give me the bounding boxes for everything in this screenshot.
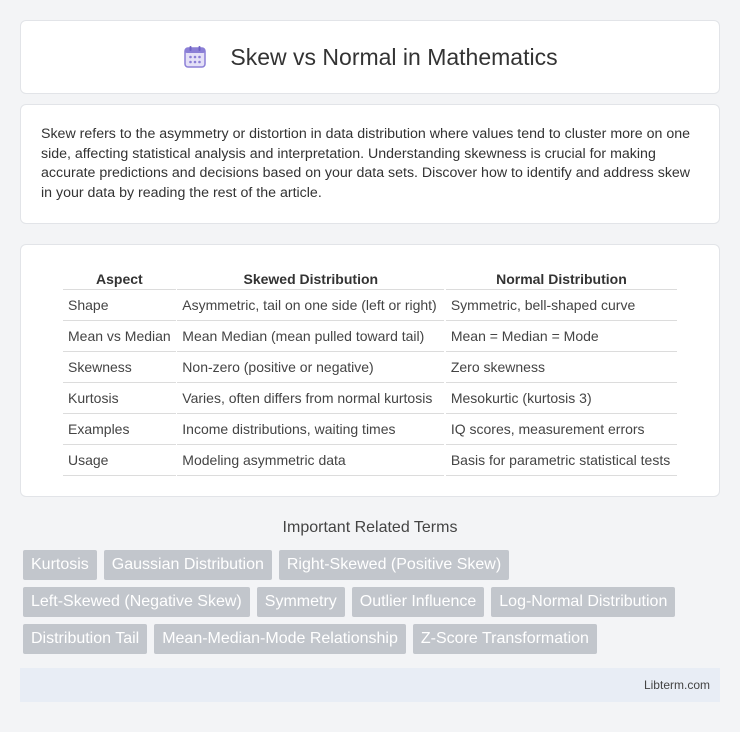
tag-outlier-influence[interactable]: Outlier Influence [352,587,485,617]
table-cell: Kurtosis [63,383,176,414]
tag-row [23,550,723,587]
header-card [20,20,720,94]
table-cell: Mean = Median = Mode [446,321,677,352]
tag-row [23,587,723,624]
comparison-table [63,265,677,476]
tag-left-skewed[interactable]: Left-Skewed (Negative Skew) [23,587,250,617]
table-header-row [63,265,677,290]
table-row [63,414,677,445]
table-cell: Skewness [63,352,176,383]
column-header-skewed: Skewed Distribution [177,265,444,290]
table-cell: Modeling asymmetric data [177,445,444,476]
table-cell: Shape [63,290,176,321]
table-cell: Varies, often differs from normal kurtosis [177,383,444,414]
table-cell: Income distributions, waiting times [177,414,444,445]
tag-mean-median-mode[interactable]: Mean-Median-Mode Relationship [154,624,406,654]
table-cell: Examples [63,414,176,445]
table-cell: Non-zero (positive or negative) [177,352,444,383]
column-header-aspect: Aspect [63,265,176,290]
table-cell: Mean Median (mean pulled toward tail) [177,321,444,352]
tag-symmetry[interactable]: Symmetry [257,587,345,617]
tag-log-normal-distribution[interactable]: Log-Normal Distribution [491,587,675,617]
table-cell: Usage [63,445,176,476]
tag-z-score-transformation[interactable]: Z-Score Transformation [413,624,597,654]
table-cell: Mean vs Median [63,321,176,352]
footer-site-link[interactable]: Libterm.com [643,678,710,692]
table-row [63,383,677,414]
table-row [63,290,677,321]
footer [20,668,720,702]
table-cell: Mesokurtic (kurtosis 3) [446,383,677,414]
related-terms-tags [23,550,723,661]
table-cell: Asymmetric, tail on one side (left or right) [177,290,444,321]
tag-distribution-tail[interactable]: Distribution Tail [23,624,147,654]
page-title: Skew vs Normal in Mathematics [230,43,558,70]
tag-gaussian-distribution[interactable]: Gaussian Distribution [104,550,272,580]
table-cell: Symmetric, bell-shaped curve [446,290,677,321]
table-row [63,321,677,352]
table-row [63,445,677,476]
calendar-icon [182,44,208,70]
column-header-normal: Normal Distribution [446,265,677,290]
intro-paragraph: Skew refers to the asymmetry or distortion in data distribution where values tend to cluster more on one side, affecting statistical analysis and interpretation. Understanding skewness is crucial for making accurate predictions and decisions based on your data sets. Discover how to identify and address skew in your data by reading the rest of the article. [41,126,691,201]
intro-card [20,104,720,224]
tag-kurtosis[interactable]: Kurtosis [23,550,97,580]
tag-right-skewed[interactable]: Right-Skewed (Positive Skew) [279,550,509,580]
table-cell: IQ scores, measurement errors [446,414,677,445]
tag-row [23,624,723,661]
comparison-table-card [20,244,720,497]
table-row [63,352,677,383]
table-cell: Basis for parametric statistical tests [446,445,677,476]
table-cell: Zero skewness [446,352,677,383]
related-terms-heading: Important Related Terms [282,519,458,536]
